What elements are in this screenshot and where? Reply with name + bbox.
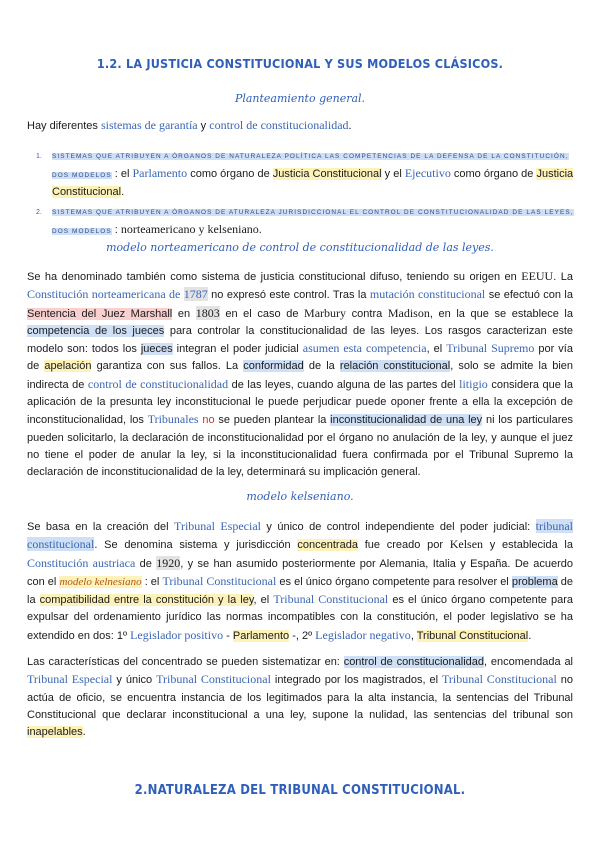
list-item <box>36 147 576 201</box>
list-text: como órgano de <box>187 168 273 180</box>
body-text: es el único órgano competente para resolver el <box>276 575 512 588</box>
term-constitucion-norteamericana: Constitución norteamericana de <box>27 287 184 302</box>
body-text: ni los particulares pueden solicitarlo, la declaración de inconstitucionalidad por el órgano no anulación de la ley, y aunque el juez no tiene el poder de anular la ley, si la inconstitucionalidad fuera confirmada por el Tribunal Supremo la declaración de inconstitucionalidad de la ley, determinará su implicación general. <box>27 414 573 479</box>
body-text: de <box>135 557 157 570</box>
section-title-1-2: 1.2. LA JUSTICIA CONSTITUCIONAL Y SUS MODELOS CLÁSICOS. <box>96 56 504 71</box>
body-text: y establecida la <box>483 539 573 552</box>
body-text: y único <box>112 674 157 687</box>
term-jueces: jueces <box>140 343 173 356</box>
body-text: Kelsen <box>449 537 484 552</box>
term-sistemas-garantia: sistemas de garantía <box>100 118 198 132</box>
list-text: . <box>121 186 125 198</box>
section-title-2: 2.NATURALEZA DEL TRIBUNAL CONSTITUCIONAL. <box>134 783 466 798</box>
body-text: fue creado por <box>357 539 450 552</box>
term-year: 1920 <box>156 555 181 570</box>
term-conformidad: conformidad <box>243 360 304 373</box>
paragraph-modelo-norteamericano <box>27 268 573 482</box>
body-text: garantiza con sus fallos. La <box>91 360 244 373</box>
intro-text: y <box>197 120 210 132</box>
term-justicia-constitucional: Justicia Constitucional <box>272 168 382 180</box>
term-mutacion: mutación constitucional <box>369 287 486 302</box>
term-tribunal-supremo: Tribunal Supremo <box>446 341 535 356</box>
body-text: Madison <box>387 305 430 320</box>
body-text: se pueden plantear la <box>214 414 331 427</box>
list-text: y el <box>381 168 405 180</box>
list-text: como órgano de <box>450 168 537 180</box>
term-inapelables: inapelables <box>27 726 83 739</box>
term-compatibilidad: compatibilidad entre la constitución y la ley <box>39 594 254 607</box>
term-parlamento: Parlamento <box>232 629 290 642</box>
list-heading-caps: SISTEMAS QUE ATRIBUYEN A ÓRGANOS DE ATURALEZA JURISDICCIONAL EL CONTROL DE CONSTITUCIONALIDAD DE LAS LEYES, DOS MODELOS <box>52 209 574 235</box>
term-tribunal-especial: Tribunal Especial <box>174 519 261 533</box>
body-text: Las características del concentrado se pueden sistematizar en: <box>27 656 344 668</box>
term-control-constitucionalidad: control de constitucionalidad <box>87 376 229 391</box>
subheading-modelo-norteamericano: modelo norteamericano de control de constitucionalidad de las leyes. <box>106 241 494 254</box>
term-ejecutivo: Ejecutivo <box>404 166 451 180</box>
list-number: 2. <box>36 209 42 216</box>
list-text-models: norteamericano y kelseniano. <box>120 222 262 236</box>
body-text: Se basa en la creación del <box>27 521 175 533</box>
term-inconstitucionalidad-ley: inconstitucionalidad de una ley <box>330 414 483 427</box>
body-text: y único de control independiente del poder judicial: <box>260 521 536 533</box>
term-tribunal-constitucional: Tribunal Constitucional <box>156 672 271 687</box>
term-concentrada: concentrada <box>297 539 358 552</box>
term-tribunal-constitucional: Tribunal Constitucional <box>162 573 277 588</box>
body-text: . <box>82 726 86 739</box>
body-text: , el <box>426 343 447 356</box>
term-tribunal-constitucional: tribunal constitucional <box>27 519 573 552</box>
intro-text: . <box>348 120 352 132</box>
term-control-constitucionalidad: control de constitucionalidad <box>209 118 349 132</box>
subheading-modelo-kelseniano: modelo kelseniano. <box>246 490 354 503</box>
subheading-planteamiento: Planteamiento general. <box>234 92 366 105</box>
body-text: , encomendada al <box>484 656 574 668</box>
body-text: por vía de <box>27 343 573 373</box>
body-text: se efectuó con la <box>485 289 573 302</box>
term-no: no <box>198 414 215 427</box>
body-text: de la <box>27 575 573 607</box>
term-tribunal-especial: Tribunal Especial <box>27 672 113 687</box>
body-text: en el caso de <box>219 307 305 320</box>
list-text: : <box>111 224 121 236</box>
body-text: . Se denomina sistema y jurisdicción <box>94 539 298 552</box>
list-number: 1. <box>36 153 42 160</box>
list-heading-caps: SISTEMAS QUE ATRIBUYEN A ÓRGANOS DE NATURALEZA POLÍTICA LAS COMPETENCIAS DE LA DEFENSA DE LA CONSTITUCIÓN, DOS MODELOS <box>52 153 569 179</box>
body-text: Marbury <box>304 305 347 320</box>
term-legislador-negativo: Legislador negativo <box>315 627 411 642</box>
body-text: , y se han asumido posteriormente por Alemania, Italia y España. De acuerdo con el <box>27 557 573 588</box>
body-text: , solo se admite la bien indirecta de <box>27 360 573 391</box>
body-text: . La <box>553 271 573 283</box>
intro-paragraph <box>27 117 573 135</box>
body-text: contra <box>346 307 388 320</box>
body-text: considera que la aplicación de la presunta ley inconstitucional le puede perjudicar puede oponer frente a ella la excepción de inconstitucionalidad, los <box>27 378 573 427</box>
body-text: integran el poder judicial <box>172 343 303 356</box>
term-tribunal-constitucional: Tribunal Constitucional <box>416 629 529 642</box>
paragraph-caracteristicas <box>27 654 573 741</box>
body-text: no expresó este control. Tras la <box>207 289 370 302</box>
term-legislador-positivo: Legislador positivo <box>130 627 224 642</box>
body-text: , en la que se establece la <box>429 307 573 320</box>
term-sentencia-marshall: Sentencia del Juez Marshall <box>27 307 173 320</box>
term-asumen-competencia: asumen esta competencia <box>302 341 427 356</box>
term-competencia-jueces: competencia de los jueces <box>27 324 165 337</box>
term-tribunales: Tribunales <box>147 412 199 427</box>
paragraph-modelo-kelseniano <box>27 518 573 645</box>
body-text: en <box>172 307 196 320</box>
term-year: 1787 <box>183 287 208 302</box>
body-text: es el único órgano competente para expulsar del ordenamiento jurídico las normas incompatibles con la constitución, el poder legislativo se ha extendido en dos: 1º <box>27 594 574 642</box>
body-text: . <box>528 629 532 642</box>
body-text: no actúa de oficio, se encuentra instancia de los legitimados para la alta instancia, la sentencias del Tribunal Constitucional que declarar inconstitucional a una ley, supone la nulidad, las sentencias del tribunal son <box>27 674 574 721</box>
term-constitucion-austriaca: Constitución austriaca <box>27 555 136 570</box>
body-text: , el <box>253 594 274 607</box>
body-text: : el <box>141 575 163 588</box>
body-text: integrado por los magistrados, el <box>270 674 443 687</box>
term-problema: problema <box>511 575 558 588</box>
body-text: , <box>410 629 417 642</box>
term-parlamento: Parlamento <box>132 166 188 180</box>
list-text: : el <box>111 168 133 180</box>
term-litigio: litigio <box>459 376 488 391</box>
list-item <box>36 203 576 240</box>
body-text: -, 2º <box>289 629 316 642</box>
term-relacion-constitucional: relación constitucional <box>339 360 451 373</box>
term-tribunal-constitucional: Tribunal Constitucional <box>442 672 557 687</box>
term-tribunal-constitucional: Tribunal Constitucional <box>273 592 389 607</box>
body-text: para controlar la constitucionalidad de las leyes. Los rasgos caracterizan este modelo son: todos los <box>27 324 573 356</box>
models-list <box>36 147 576 240</box>
body-text: Se ha denominado también como sistema de justicia constitucional difuso, teniendo su origen en <box>27 271 522 283</box>
term-justicia-constitucional: Justicia Constitucional <box>52 168 574 198</box>
term-control-constitucionalidad: control de constitucionalidad <box>343 656 485 668</box>
body-text: EEUU <box>521 269 554 283</box>
term-year: 1803 <box>195 305 220 320</box>
term-apelacion: apelación <box>44 360 92 373</box>
intro-text: Hay diferentes <box>27 120 101 132</box>
body-text: de las leyes, cuando alguna de las partes del <box>228 378 460 391</box>
term-modelo-kelnesiano: modelo kelnesiano <box>59 575 142 588</box>
body-text: de la <box>303 360 340 373</box>
body-text: - <box>223 629 233 642</box>
